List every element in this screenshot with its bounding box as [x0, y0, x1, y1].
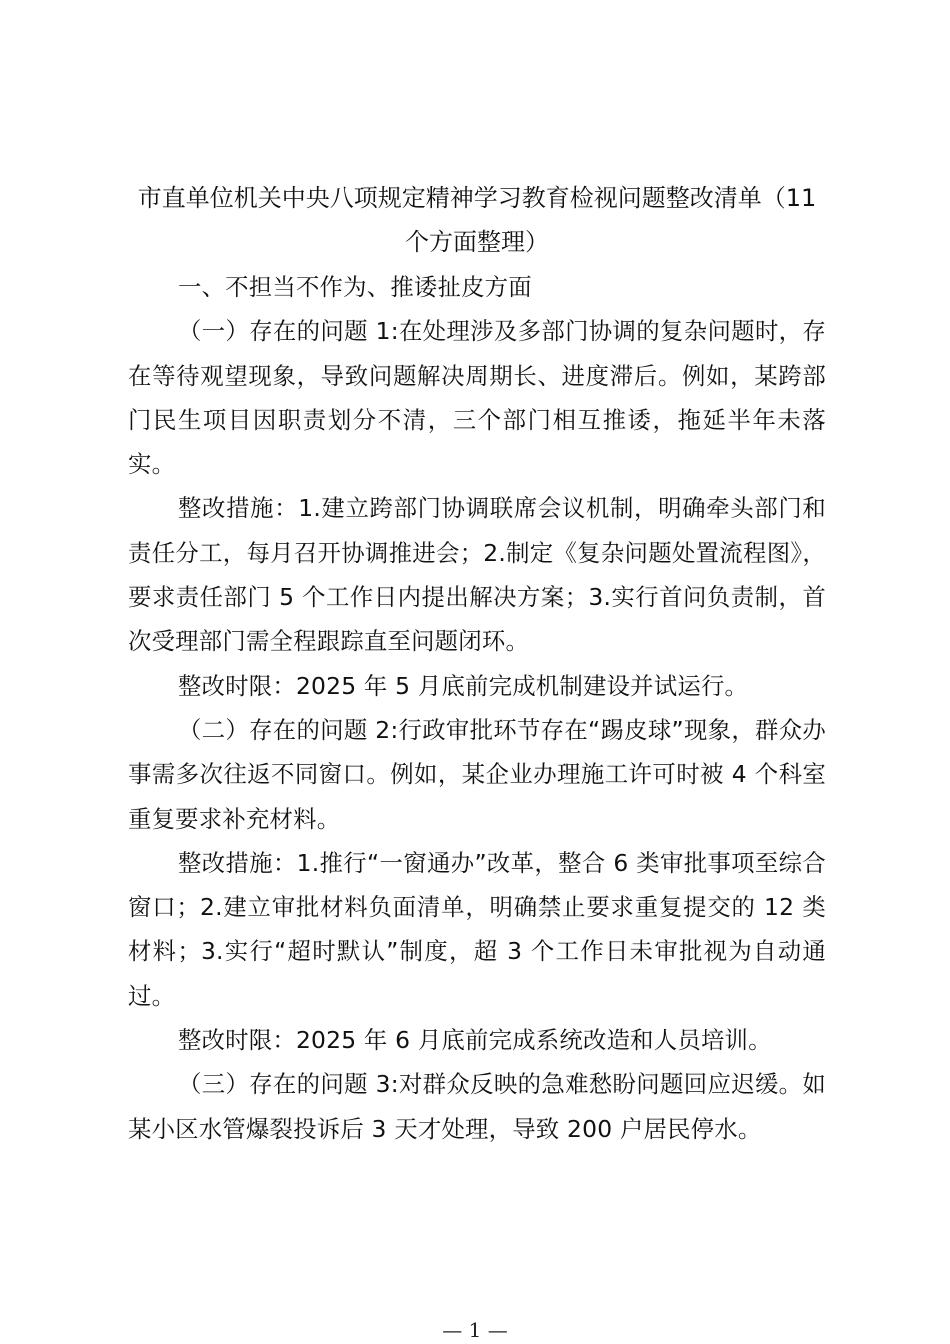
- document-body: [128, 176, 826, 1151]
- page-number: — 1 —: [442, 1318, 508, 1342]
- problem-paragraph: （一）存在的问题 1:在处理涉及多部门协调的复杂问题时，存在等待观望现象，导致问题解决周期长、进度滞后。例如，某跨部门民生项目因职责划分不清，三个部门相互推诿，拖延半年未落实。: [128, 317, 826, 479]
- measures-paragraph: 整改措施：1.推行“一窗通办”改革，整合 6 类审批事项至综合窗口；2.建立审批材料负面清单，明确禁止要求重复提交的 12 类材料；3.实行“超时默认”制度，超 3 个工作日未审批视为自动通过。: [128, 848, 826, 1010]
- problem-paragraph: （三）存在的问题 3:对群众反映的急难愁盼问题回应迟缓。如某小区水管爆裂投诉后 3 天才处理，导致 200 户居民停水。: [128, 1070, 826, 1143]
- deadline-paragraph: 整改时限：2025 年 5 月底前完成机制建设并试运行。: [178, 671, 749, 700]
- problem-paragraph: （二）存在的问题 2:行政审批环节存在“踢皮球”现象，群众办事需多次往返不同窗口。例如，某企业办理施工许可时被 4 个科室重复要求补充材料。: [128, 715, 826, 833]
- document-title: 市直单位机关中央八项规定精神学习教育检视问题整改清单（11个方面整理）: [137, 184, 817, 256]
- section-heading: 一、不担当不作为、推诿扯皮方面: [178, 273, 532, 301]
- deadline-paragraph: 整改时限：2025 年 6 月底前完成系统改造和人员培训。: [178, 1026, 772, 1055]
- measures-paragraph: 整改措施：1.建立跨部门协调联席会议机制，明确牵头部门和责任分工，每月召开协调推进会；2.制定《复杂问题处置流程图》，要求责任部门 5 个工作日内提出解决方案；3.实行首问负责制，首次受理部门需全程跟踪直至问题闭环。: [128, 494, 826, 656]
